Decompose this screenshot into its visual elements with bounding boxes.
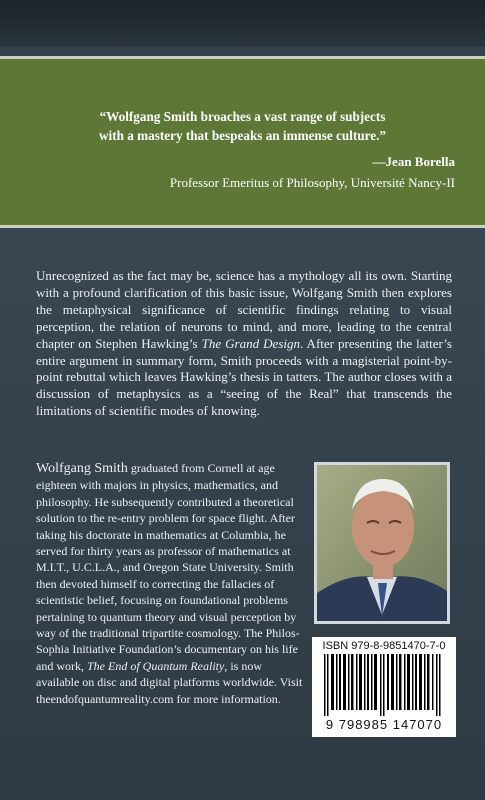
description-text-2: . After presenting the latter’s entire argument in summary form, Smith proceeds with a magisterial point-by-point rebuttal which leaves Hawking’s thesis in tatters. The author closes with a discussion of metaphysics as a “seeing of the Real” that transcends the limitations of scientific modes of knowing. (36, 335, 452, 419)
bio-text-2: , is now available on disc and digital platforms worldwide. Visit theendofquantumreality.com for more information. (36, 658, 303, 706)
top-dark-band (0, 0, 485, 47)
author-bio (36, 460, 304, 707)
bio-film-title: The End of Quantum Reality (87, 658, 225, 673)
endorsement-panel (0, 56, 485, 228)
author-portrait-illustration (317, 465, 447, 621)
bio-author-name: Wolfgang Smith (36, 461, 128, 476)
barcode-bars (324, 654, 444, 716)
book-description (36, 268, 452, 420)
barcode-digits: 9 798985 147070 (325, 717, 443, 732)
description-text-1: Unrecognized as the fact may be, science has a mythology all its own. Starting with a profound clarification of this basic issue, Wolfgang Smith then explores the metaphysical significance of scientific findings relating to visual perception, the relation of neurons to mind, and more, leading to the central chapter on Stephen Hawking’s (36, 268, 452, 351)
quote-author-title: Professor Emeritus of Philosophy, Université Nancy-II (169, 175, 455, 190)
quote-line-2: with a mastery that bespeaks an immense culture.” (99, 128, 386, 143)
quote-author: —Jean Borella (372, 154, 455, 169)
endorsement-quote (0, 107, 485, 145)
description-book-title: The Grand Design (201, 335, 300, 351)
isbn-number: ISBN 979-8-9851470-7-0 (322, 640, 446, 652)
quote-line-1: “Wolfgang Smith broaches a vast range of subjects (99, 109, 386, 124)
isbn-barcode (312, 637, 456, 737)
author-photo (314, 462, 450, 624)
bio-text-1: graduated from Cornell at age eighteen with majors in physics, mathematics, and philosophy. He subsequently contributed a theoretical solution to the re-entry problem for space flight. After taking his doctorate in mathematics at Columbia, he served for thirty years as professor of mathematics at M.I.T., U.C.L.A., and Oregon State University. Smith then devoted himself to correcting the fallacies of scientistic belief, focusing on foundational problems pertaining to quantum theory and visual perception by way of the traditional tripartite cosmology. The Philos-Sophia Initiative Foundation’s documentary on his life and work, (36, 461, 300, 673)
